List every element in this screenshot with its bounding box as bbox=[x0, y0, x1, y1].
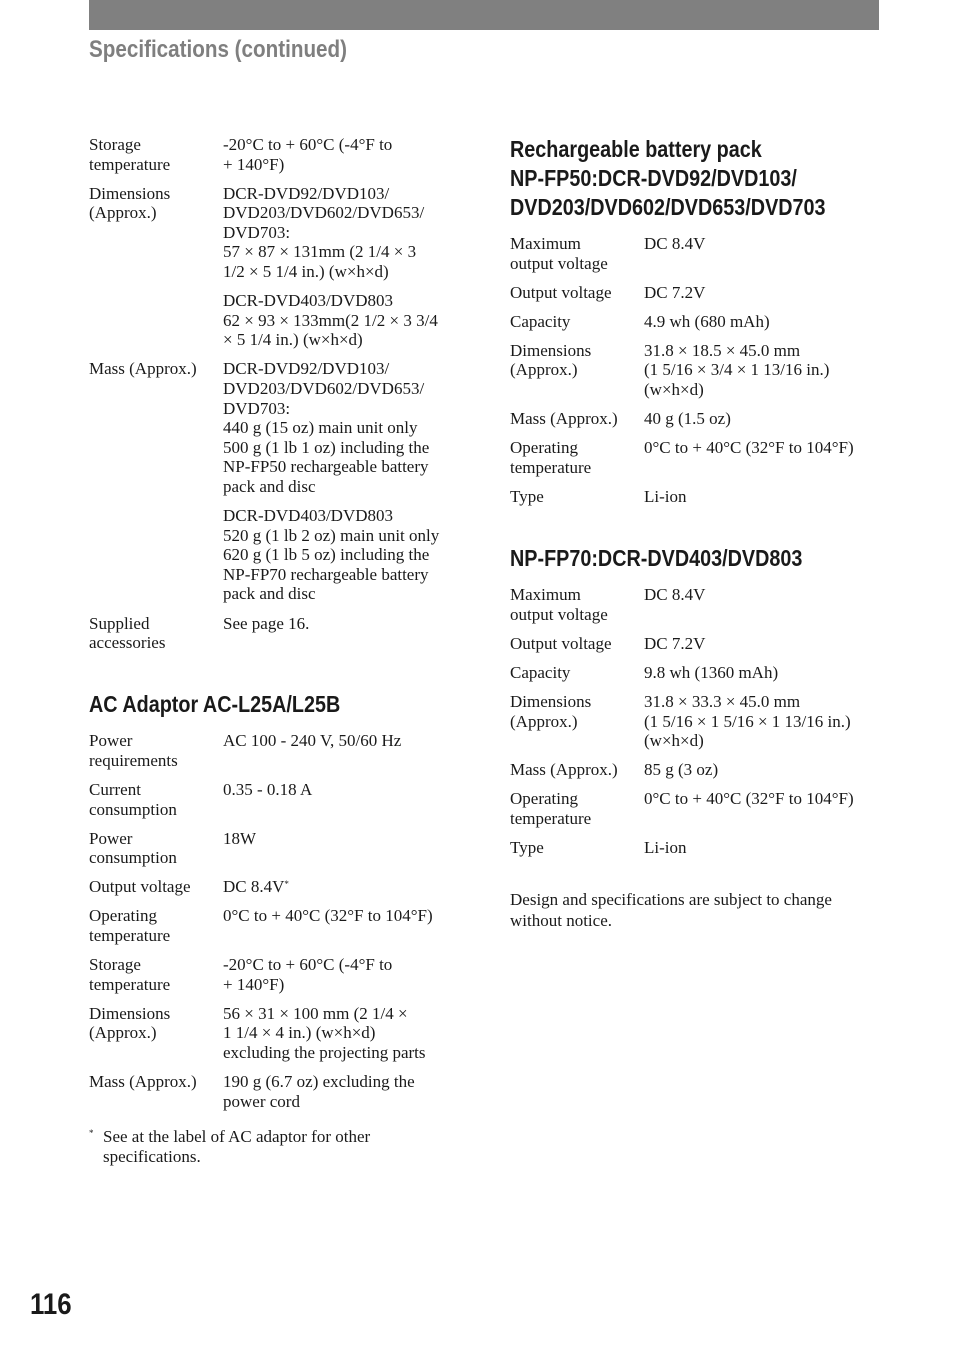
header-bar bbox=[89, 0, 879, 30]
spec-row bbox=[510, 487, 854, 516]
spec-label: Operating temperature bbox=[510, 789, 592, 828]
footnote bbox=[89, 1127, 469, 1168]
spec-row bbox=[510, 585, 854, 634]
spec-value: 190 g (6.7 oz) excluding the power cord bbox=[223, 1072, 415, 1111]
spec-row bbox=[510, 663, 854, 692]
spec-row bbox=[510, 234, 854, 283]
spec-value: 18W bbox=[223, 828, 257, 848]
footnote-marker: * bbox=[284, 879, 289, 890]
spec-value: 4.9 wh (680 mAh) bbox=[644, 311, 770, 331]
spec-value: 31.8 × 18.5 × 45.0 mm (1 5/16 × 3/4 × 1 13/16 in.) (w×h×d) bbox=[644, 340, 830, 400]
spec-value: -20°C to + 60°C (-4°F to + 140°F) bbox=[223, 135, 393, 174]
spec-label: Capacity bbox=[510, 662, 571, 682]
spec-row bbox=[89, 906, 433, 955]
right-column bbox=[510, 135, 880, 948]
left-column bbox=[89, 135, 469, 1168]
spec-label: Mass (Approx.) bbox=[89, 1072, 197, 1092]
spec-row bbox=[510, 438, 854, 487]
spec-value: DC 7.2V bbox=[644, 282, 706, 302]
specification-notice: Design and specifications are subject to change without notice. bbox=[510, 890, 832, 931]
spec-value: Li-ion bbox=[644, 837, 687, 857]
spec-label: Type bbox=[510, 837, 544, 857]
spec-label: Dimensions (Approx.) bbox=[510, 340, 592, 380]
spec-label: Power consumption bbox=[89, 828, 177, 868]
spec-row bbox=[510, 312, 854, 341]
np-fp50-spec-table bbox=[510, 234, 854, 516]
spec-row bbox=[510, 341, 854, 409]
spec-label: Mass (Approx.) bbox=[89, 359, 197, 379]
spec-row bbox=[89, 829, 433, 878]
spec-value bbox=[223, 184, 439, 360]
page-title: Specifications (continued) bbox=[89, 36, 348, 63]
spec-row bbox=[510, 789, 854, 838]
page-number: 116 bbox=[30, 1288, 72, 1321]
spec-row bbox=[89, 135, 439, 184]
np-fp70-spec-table bbox=[510, 585, 854, 867]
np-fp50-title: NP-FP50:DCR-DVD92/DVD103/ DVD203/DVD602/DVD653/DVD703 bbox=[510, 165, 826, 220]
spec-label: Mass (Approx.) bbox=[510, 409, 618, 429]
spec-row bbox=[89, 1072, 433, 1121]
spec-label: Power requirements bbox=[89, 731, 178, 770]
spec-value-variant: DCR-DVD92/DVD103/ DVD203/DVD602/DVD653/ DVD703: 440 g (15 oz) main unit only 500 g (1 lb 1 oz) including the NP-FP50 rechargeable battery pack and disc bbox=[223, 359, 430, 496]
spec-value: 40 g (1.5 oz) bbox=[644, 409, 731, 429]
spec-label: Operating temperature bbox=[89, 906, 171, 945]
spec-row bbox=[89, 184, 439, 360]
spec-value: 85 g (3 oz) bbox=[644, 760, 719, 780]
spec-value: AC 100 - 240 V, 50/60 Hz bbox=[223, 731, 402, 751]
spec-label: Dimensions (Approx.) bbox=[89, 1003, 171, 1043]
spec-label: Maximum output voltage bbox=[510, 234, 608, 273]
spec-label: Output voltage bbox=[89, 877, 191, 897]
spec-row bbox=[510, 760, 854, 789]
spec-value: 0.35 - 0.18 A bbox=[223, 779, 313, 799]
ac-adaptor-spec-table bbox=[89, 731, 433, 1121]
spec-label: Output voltage bbox=[510, 633, 612, 653]
spec-value: 0°C to + 40°C (32°F to 104°F) bbox=[644, 438, 854, 458]
footnote-text: See at the label of AC adaptor for other specifications. bbox=[103, 1126, 371, 1167]
spec-label: Maximum output voltage bbox=[510, 585, 608, 624]
spec-value: 0°C to + 40°C (32°F to 104°F) bbox=[223, 906, 433, 926]
spec-label: Supplied accessories bbox=[89, 613, 166, 653]
spec-row bbox=[89, 955, 433, 1004]
output-voltage-value: DC 8.4V bbox=[223, 877, 285, 897]
battery-section-title: Rechargeable battery pack bbox=[510, 136, 762, 162]
spec-row bbox=[89, 731, 433, 780]
spec-label: Output voltage bbox=[510, 282, 612, 302]
spec-label: Dimensions (Approx.) bbox=[510, 691, 592, 731]
ac-adaptor-title: AC Adaptor AC-L25A/L25B bbox=[89, 691, 341, 718]
spec-value: -20°C to + 60°C (-4°F to + 140°F) bbox=[223, 955, 393, 994]
spec-label: Type bbox=[510, 486, 544, 506]
spec-value-variant: DCR-DVD403/DVD803 520 g (1 lb 2 oz) main unit only 620 g (1 lb 5 oz) including the NP-FP70 rechargeable battery pack and disc bbox=[223, 506, 440, 604]
spec-value: 0°C to + 40°C (32°F to 104°F) bbox=[644, 789, 854, 809]
spec-row bbox=[89, 780, 433, 829]
spec-value bbox=[223, 359, 439, 613]
spec-value: 31.8 × 33.3 × 45.0 mm (1 5/16 × 1 5/16 × 1 13/16 in.) (w×h×d) bbox=[644, 691, 851, 751]
spec-value-variant: DCR-DVD403/DVD803 62 × 93 × 133mm(2 1/2 × 3 3/4 × 5 1/4 in.) (w×h×d) bbox=[223, 291, 438, 350]
spec-value: DC 7.2V bbox=[644, 633, 706, 653]
np-fp70-title: NP-FP70:DCR-DVD403/DVD803 bbox=[510, 545, 803, 572]
spec-label: Storage temperature bbox=[89, 135, 171, 174]
spec-row bbox=[510, 838, 854, 867]
spec-row bbox=[89, 1004, 433, 1072]
spec-row bbox=[89, 359, 439, 613]
spec-label: Operating temperature bbox=[510, 438, 592, 477]
spec-value bbox=[223, 877, 433, 906]
spec-label: Mass (Approx.) bbox=[510, 760, 618, 780]
spec-label: Dimensions (Approx.) bbox=[89, 183, 171, 223]
spec-value: DC 8.4V bbox=[644, 234, 706, 253]
spec-value: DC 8.4V bbox=[644, 585, 706, 605]
spec-label: Capacity bbox=[510, 311, 571, 331]
spec-label: Current consumption bbox=[89, 779, 177, 819]
spec-row bbox=[89, 877, 433, 906]
spec-row bbox=[89, 614, 439, 663]
spec-value: 9.8 wh (1360 mAh) bbox=[644, 662, 779, 682]
spec-value: Li-ion bbox=[644, 486, 687, 506]
footnote-mark: * bbox=[89, 1127, 94, 1138]
spec-label: Storage temperature bbox=[89, 955, 171, 994]
spec-row bbox=[510, 409, 854, 438]
spec-row bbox=[510, 283, 854, 312]
spec-value: 56 × 31 × 100 mm (2 1/4 × 1 1/4 × 4 in.) (w×h×d) excluding the projecting parts bbox=[223, 1003, 426, 1062]
spec-value-variant: DCR-DVD92/DVD103/ DVD203/DVD602/DVD653/ DVD703: 57 × 87 × 131mm (2 1/4 × 3 1/2 × 5 1/4 in.) (w×h×d) bbox=[223, 183, 425, 282]
spec-row bbox=[510, 692, 854, 760]
spec-row bbox=[510, 634, 854, 663]
spec-value: See page 16. bbox=[223, 613, 310, 633]
camera-spec-table bbox=[89, 135, 439, 662]
